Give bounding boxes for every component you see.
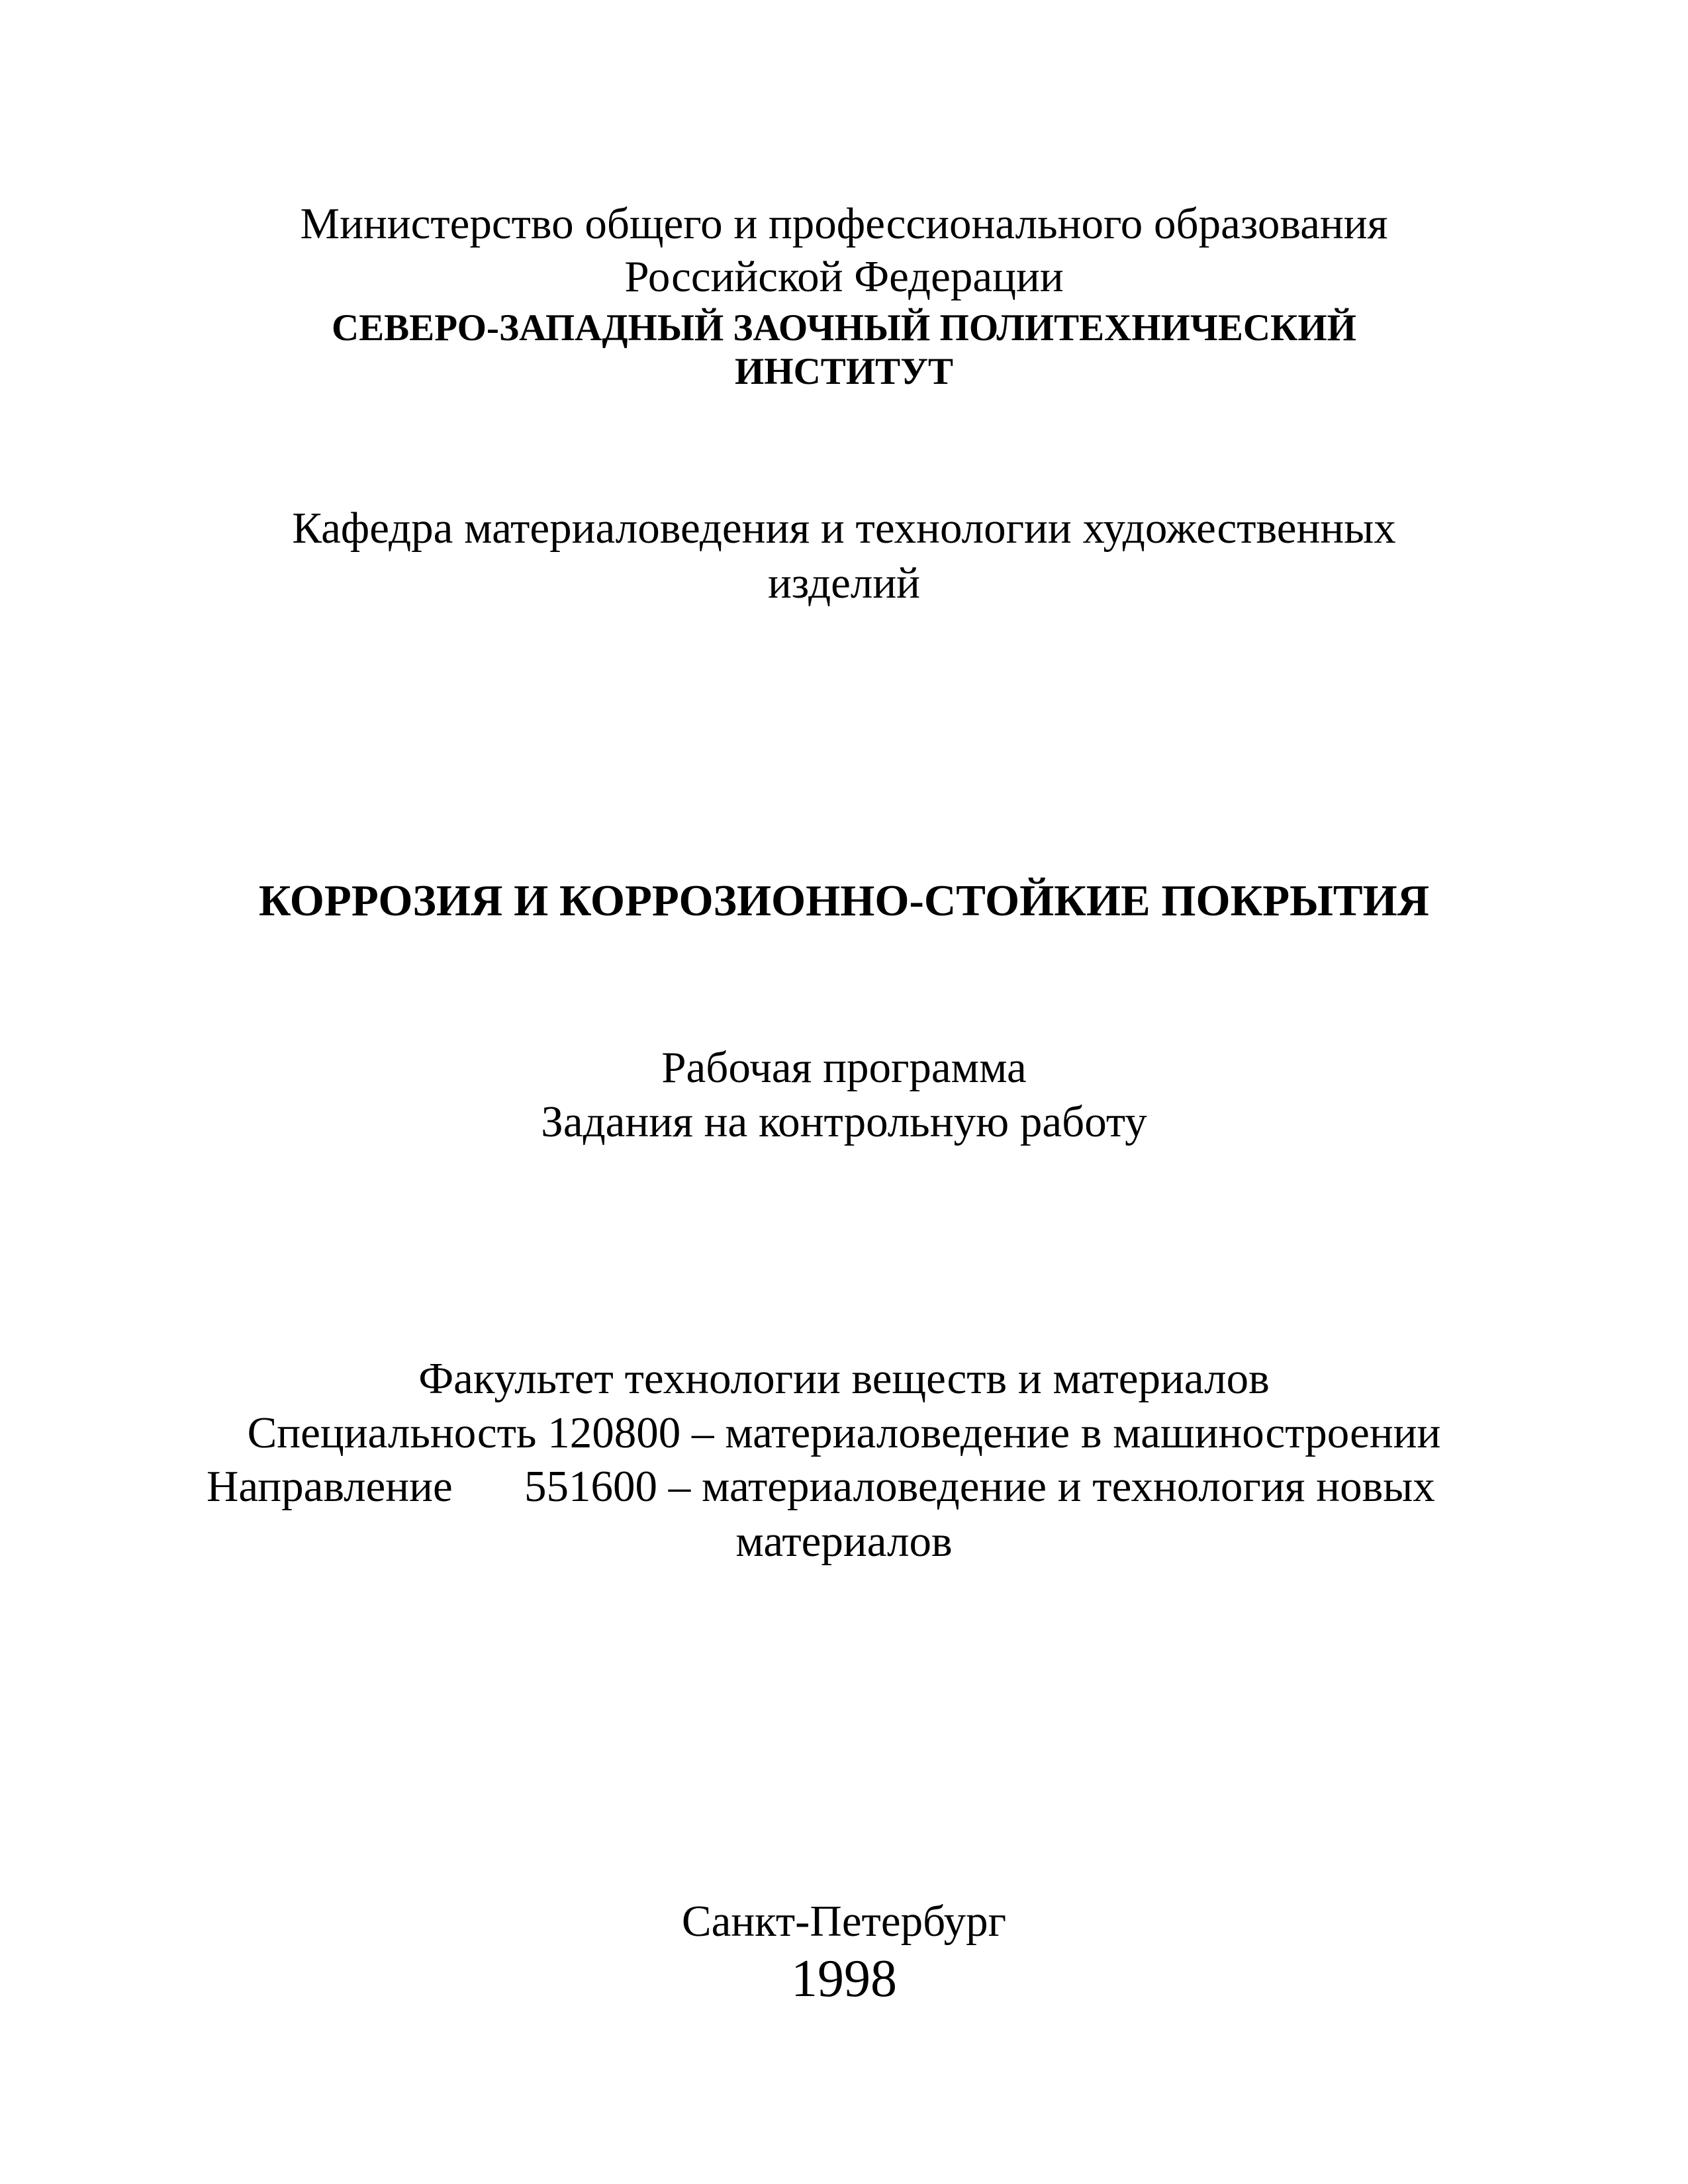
department-line-1: Кафедра материаловедения и технологии художественных (292, 504, 1396, 553)
subtitle-line-2: Задания на контрольную работу (541, 1097, 1147, 1146)
institute-line-2: ИНСТИТУТ (734, 351, 954, 392)
department-line-2: изделий (767, 559, 921, 608)
faculty-line: Факультет технологии веществ и материалов (418, 1354, 1270, 1403)
direction-label: Направление (207, 1462, 453, 1511)
direction-line (207, 1462, 1435, 1511)
city: Санкт-Петербург (681, 1897, 1007, 1946)
specialty-line: Специальность 120800 – материаловедение в машиностроении (247, 1408, 1441, 1457)
ministry-line-1: Министерство общего и профессионального образования (300, 199, 1388, 248)
ministry-line-2: Российской Федерации (624, 252, 1064, 301)
year: 1998 (791, 1950, 897, 2008)
document-title: КОРРОЗИЯ И КОРРОЗИОННО-СТОЙКИЕ ПОКРЫТИЯ (258, 876, 1430, 925)
institute-line-1: СЕВЕРО-ЗАПАДНЫЙ ЗАОЧНЫЙ ПОЛИТЕХНИЧЕСКИЙ (331, 307, 1357, 349)
subtitle-line-1: Рабочая программа (661, 1043, 1027, 1092)
direction-value: 551600 – материаловедение и технология новых (524, 1462, 1435, 1511)
direction-continuation: материалов (735, 1517, 953, 1566)
